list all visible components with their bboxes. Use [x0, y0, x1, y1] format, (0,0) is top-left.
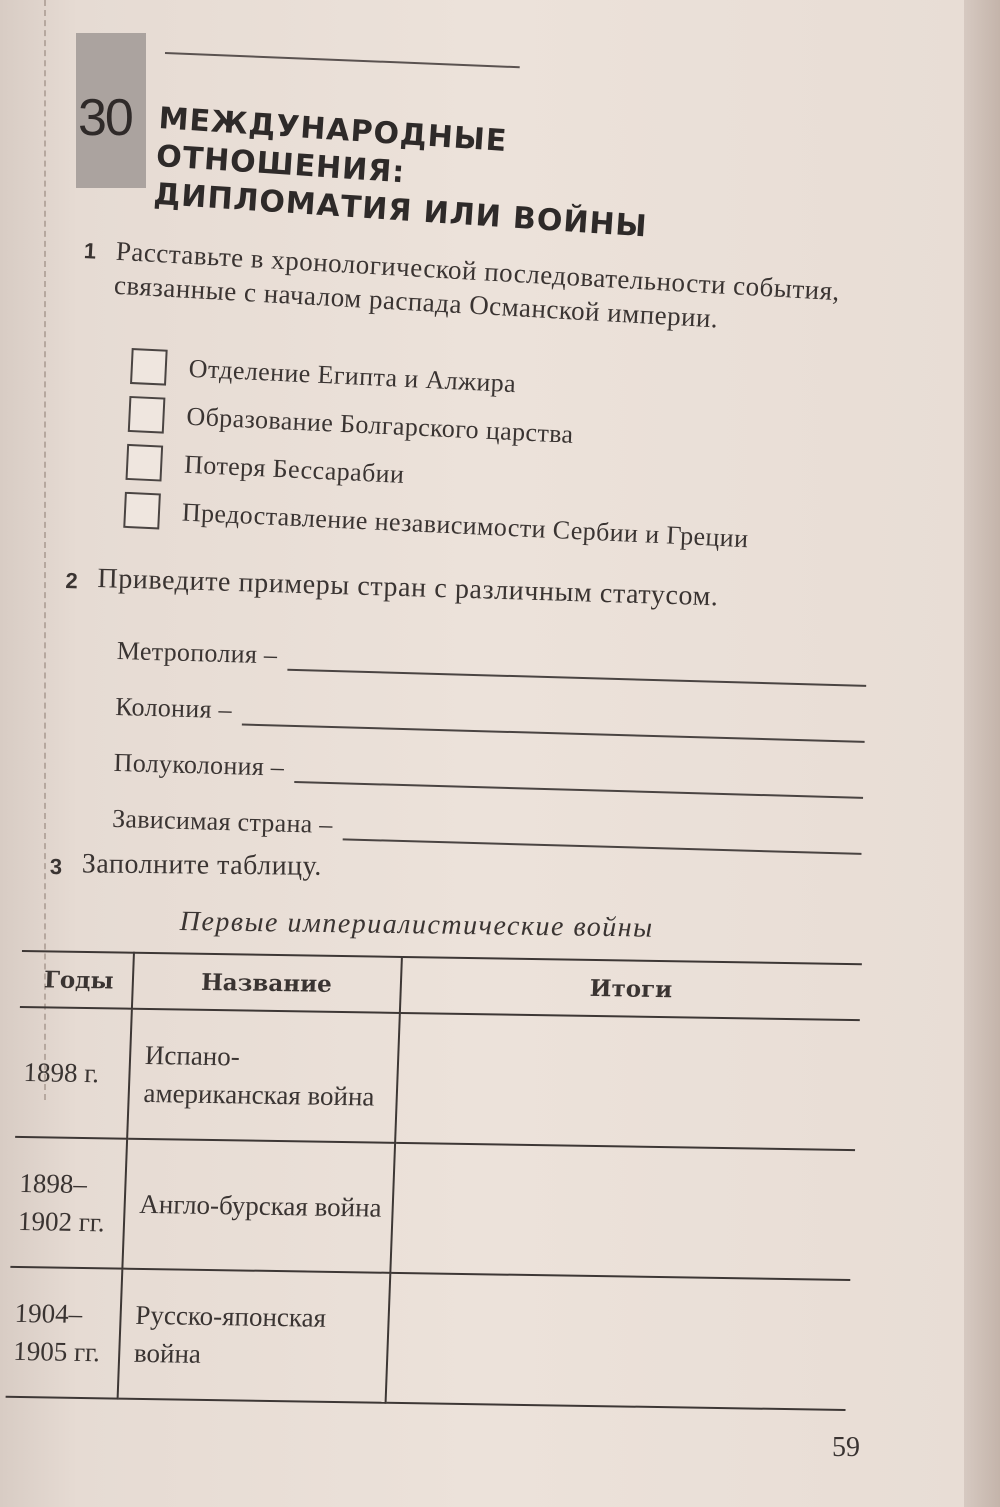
cell-results[interactable]: [391, 1143, 855, 1280]
task-3-number: 3: [49, 853, 63, 880]
table-row: [6, 1267, 851, 1410]
task-1-number: 1: [83, 237, 97, 264]
lesson-number: 30: [78, 89, 132, 147]
task-1-instruction: Расставьте в хронологической последовательности события, связанные с началом распада Османской империи.: [113, 235, 841, 334]
wars-table: [6, 950, 862, 1411]
cell-years: 1898–1902 гг.: [10, 1137, 127, 1269]
page-number: 59: [832, 1432, 860, 1463]
task-2-instruction: Приведите примеры стран с различным статусом.: [97, 562, 719, 613]
option-label: Предоставление независимости Сербии и Греции: [181, 497, 750, 554]
next-page-edge: [964, 0, 1000, 1507]
field-label: Зависимая страна –: [111, 803, 334, 840]
table-row: [10, 1137, 855, 1280]
cell-results[interactable]: [386, 1273, 850, 1410]
cell-name: Русско-японская война: [117, 1269, 390, 1403]
cell-results[interactable]: [395, 1013, 859, 1150]
table-caption: Первые империалистические войны: [179, 906, 654, 944]
task-3: [50, 848, 550, 885]
field-label: Колония –: [114, 691, 233, 725]
order-checkbox[interactable]: [130, 348, 168, 386]
order-checkbox[interactable]: [123, 492, 161, 530]
option-label: Потеря Бессарабии: [183, 449, 405, 489]
page-spine-line: [44, 0, 48, 1100]
task-2-number: 2: [65, 567, 79, 594]
task-3-instruction: Заполните таблицу.: [81, 848, 322, 882]
order-checkbox[interactable]: [125, 444, 163, 482]
task-2-fields: [112, 610, 868, 855]
task-1-options: [123, 342, 831, 567]
field-label: Полуколония –: [113, 747, 285, 782]
lesson-title-line-1: МЕЖДУНАРОДНЫЕ ОТНОШЕНИЯ:: [155, 100, 509, 191]
option-label: Отделение Египта и Алжира: [188, 353, 517, 399]
cell-name: Англо-бурская война: [122, 1139, 395, 1273]
header-years: Годы: [20, 951, 134, 1009]
cell-years: 1904–1905 гг.: [6, 1267, 123, 1399]
table-row: [15, 1007, 860, 1150]
order-checkbox[interactable]: [128, 396, 166, 434]
field-label: Метрополия –: [116, 635, 278, 670]
option-label: Образование Болгарского царства: [185, 401, 575, 449]
lesson-title-line-2: ДИПЛОМАТИЯ ИЛИ ВОЙНЫ: [152, 176, 649, 245]
cell-name: Испано-американская война: [127, 1009, 400, 1143]
cell-years: 1898 г.: [15, 1007, 132, 1139]
header-name: Название: [132, 953, 403, 1013]
header-results: Итоги: [400, 957, 862, 1020]
